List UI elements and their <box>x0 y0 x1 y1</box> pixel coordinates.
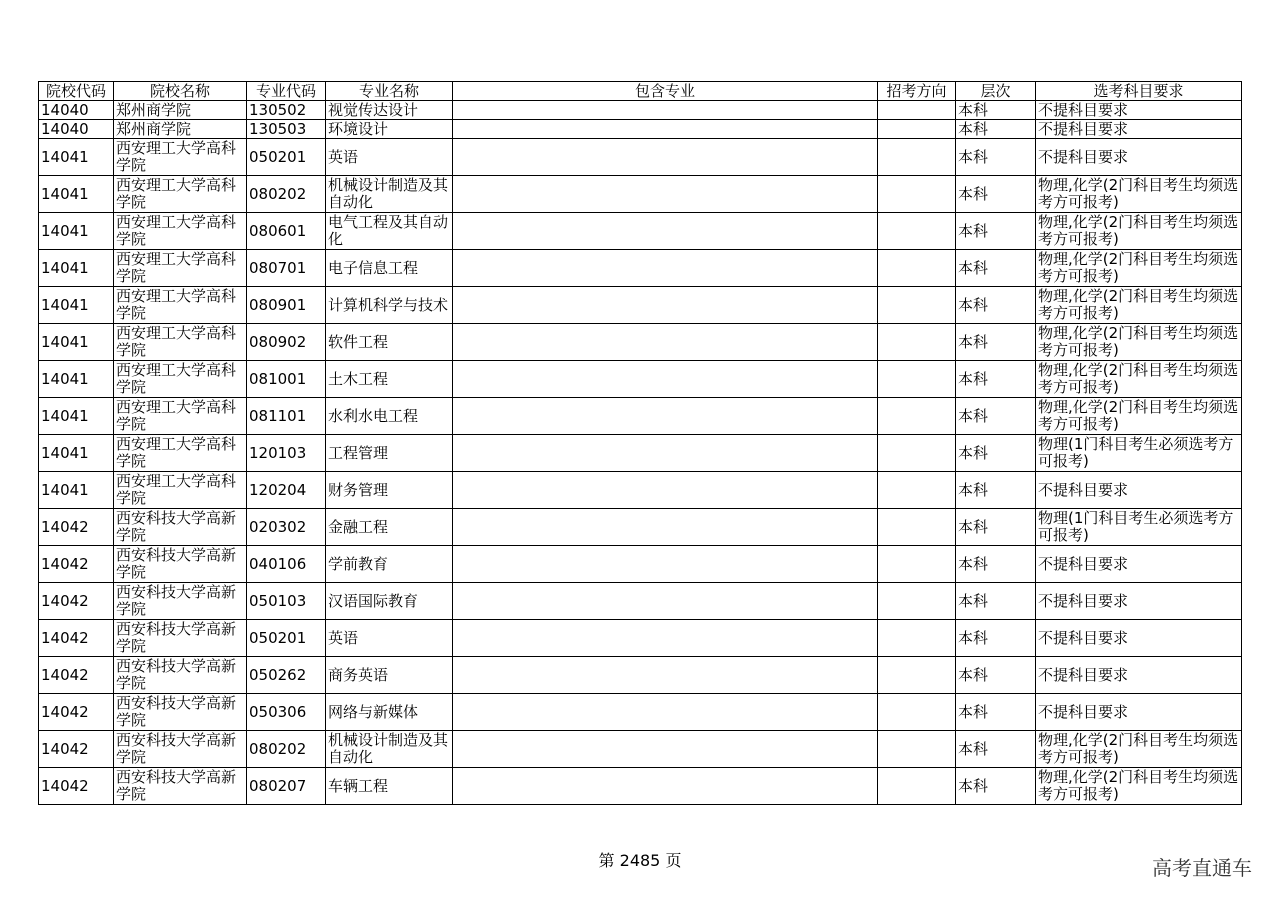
cell-school-name: 西安理工大学高科学院 <box>114 176 247 213</box>
page-number: 第 2485 页 <box>598 851 682 870</box>
table-row <box>39 731 1242 768</box>
header-level: 层次 <box>956 82 1036 101</box>
cell-direction <box>878 657 956 694</box>
cell-included-majors <box>453 694 878 731</box>
cell-subject-requirement: 物理,化学(2门科目考生均须选考方可报考) <box>1036 731 1242 768</box>
cell-major-code: 080901 <box>247 287 326 324</box>
cell-included-majors <box>453 472 878 509</box>
cell-school-code: 14041 <box>39 176 114 213</box>
table-row <box>39 435 1242 472</box>
cell-level: 本科 <box>956 657 1036 694</box>
cell-level: 本科 <box>956 139 1036 176</box>
cell-included-majors <box>453 768 878 805</box>
cell-school-code: 14042 <box>39 546 114 583</box>
cell-school-name: 西安理工大学高科学院 <box>114 435 247 472</box>
cell-school-code: 14042 <box>39 620 114 657</box>
cell-subject-requirement: 物理,化学(2门科目考生均须选考方可报考) <box>1036 324 1242 361</box>
cell-school-name: 郑州商学院 <box>114 120 247 139</box>
cell-school-code: 14041 <box>39 139 114 176</box>
cell-direction <box>878 101 956 120</box>
table-row <box>39 250 1242 287</box>
cell-major-name: 视觉传达设计 <box>326 101 453 120</box>
cell-subject-requirement: 物理,化学(2门科目考生均须选考方可报考) <box>1036 287 1242 324</box>
cell-subject-requirement: 不提科目要求 <box>1036 694 1242 731</box>
cell-direction <box>878 398 956 435</box>
cell-subject-requirement: 物理(1门科目考生必须选考方可报考) <box>1036 509 1242 546</box>
brand-watermark: 高考直通车 <box>1152 856 1252 880</box>
cell-major-name: 机械设计制造及其自动化 <box>326 176 453 213</box>
cell-included-majors <box>453 120 878 139</box>
cell-level: 本科 <box>956 287 1036 324</box>
cell-included-majors <box>453 620 878 657</box>
cell-school-code: 14041 <box>39 250 114 287</box>
table-row <box>39 768 1242 805</box>
cell-direction <box>878 694 956 731</box>
cell-direction <box>878 139 956 176</box>
cell-major-code: 081001 <box>247 361 326 398</box>
cell-level: 本科 <box>956 731 1036 768</box>
cell-major-name: 财务管理 <box>326 472 453 509</box>
cell-school-name: 郑州商学院 <box>114 101 247 120</box>
cell-level: 本科 <box>956 250 1036 287</box>
cell-included-majors <box>453 731 878 768</box>
cell-major-code: 120204 <box>247 472 326 509</box>
cell-major-code: 050306 <box>247 694 326 731</box>
cell-school-code: 14042 <box>39 509 114 546</box>
cell-major-name: 电子信息工程 <box>326 250 453 287</box>
cell-included-majors <box>453 546 878 583</box>
cell-school-name: 西安理工大学高科学院 <box>114 361 247 398</box>
cell-subject-requirement: 不提科目要求 <box>1036 620 1242 657</box>
cell-school-name: 西安理工大学高科学院 <box>114 287 247 324</box>
table-row <box>39 509 1242 546</box>
cell-included-majors <box>453 250 878 287</box>
cell-subject-requirement: 不提科目要求 <box>1036 120 1242 139</box>
cell-included-majors <box>453 398 878 435</box>
table-row <box>39 287 1242 324</box>
cell-school-code: 14041 <box>39 398 114 435</box>
cell-level: 本科 <box>956 546 1036 583</box>
cell-school-name: 西安科技大学高新学院 <box>114 546 247 583</box>
cell-school-code: 14042 <box>39 657 114 694</box>
cell-major-code: 050262 <box>247 657 326 694</box>
cell-major-code: 080902 <box>247 324 326 361</box>
cell-included-majors <box>453 583 878 620</box>
cell-included-majors <box>453 657 878 694</box>
cell-school-name: 西安理工大学高科学院 <box>114 139 247 176</box>
cell-major-name: 机械设计制造及其自动化 <box>326 731 453 768</box>
cell-school-name: 西安理工大学高科学院 <box>114 324 247 361</box>
header-major-name: 专业名称 <box>326 82 453 101</box>
cell-major-code: 130502 <box>247 101 326 120</box>
cell-major-name: 汉语国际教育 <box>326 583 453 620</box>
cell-major-code: 120103 <box>247 435 326 472</box>
cell-level: 本科 <box>956 213 1036 250</box>
cell-school-name: 西安理工大学高科学院 <box>114 472 247 509</box>
table-row <box>39 694 1242 731</box>
cell-major-name: 商务英语 <box>326 657 453 694</box>
table-row <box>39 620 1242 657</box>
table-row <box>39 139 1242 176</box>
cell-major-code: 080207 <box>247 768 326 805</box>
cell-subject-requirement: 物理,化学(2门科目考生均须选考方可报考) <box>1036 250 1242 287</box>
cell-school-code: 14041 <box>39 324 114 361</box>
cell-school-name: 西安科技大学高新学院 <box>114 657 247 694</box>
cell-subject-requirement: 物理,化学(2门科目考生均须选考方可报考) <box>1036 361 1242 398</box>
cell-direction <box>878 731 956 768</box>
cell-school-code: 14042 <box>39 768 114 805</box>
cell-school-name: 西安科技大学高新学院 <box>114 583 247 620</box>
cell-included-majors <box>453 287 878 324</box>
cell-major-name: 软件工程 <box>326 324 453 361</box>
cell-direction <box>878 620 956 657</box>
table-row <box>39 120 1242 139</box>
cell-level: 本科 <box>956 398 1036 435</box>
table-row <box>39 176 1242 213</box>
cell-school-name: 西安科技大学高新学院 <box>114 768 247 805</box>
table-row <box>39 361 1242 398</box>
cell-school-name: 西安科技大学高新学院 <box>114 509 247 546</box>
header-major-code: 专业代码 <box>247 82 326 101</box>
cell-subject-requirement: 物理,化学(2门科目考生均须选考方可报考) <box>1036 768 1242 805</box>
cell-subject-requirement: 物理,化学(2门科目考生均须选考方可报考) <box>1036 176 1242 213</box>
cell-direction <box>878 472 956 509</box>
cell-major-name: 水利水电工程 <box>326 398 453 435</box>
cell-school-code: 14041 <box>39 213 114 250</box>
header-subject-requirement: 选考科目要求 <box>1036 82 1242 101</box>
cell-major-name: 英语 <box>326 139 453 176</box>
cell-direction <box>878 176 956 213</box>
cell-direction <box>878 250 956 287</box>
table-row <box>39 398 1242 435</box>
cell-included-majors <box>453 361 878 398</box>
cell-level: 本科 <box>956 509 1036 546</box>
cell-level: 本科 <box>956 472 1036 509</box>
cell-school-code: 14042 <box>39 731 114 768</box>
header-included-majors: 包含专业 <box>453 82 878 101</box>
cell-school-name: 西安科技大学高新学院 <box>114 694 247 731</box>
cell-major-name: 电气工程及其自动化 <box>326 213 453 250</box>
header-school-code: 院校代码 <box>39 82 114 101</box>
cell-direction <box>878 546 956 583</box>
cell-major-name: 学前教育 <box>326 546 453 583</box>
table-row <box>39 213 1242 250</box>
cell-school-name: 西安理工大学高科学院 <box>114 250 247 287</box>
cell-school-code: 14041 <box>39 435 114 472</box>
header-direction: 招考方向 <box>878 82 956 101</box>
cell-major-code: 040106 <box>247 546 326 583</box>
cell-direction <box>878 361 956 398</box>
cell-school-code: 14040 <box>39 101 114 120</box>
cell-direction <box>878 509 956 546</box>
table-row <box>39 472 1242 509</box>
cell-major-code: 050201 <box>247 139 326 176</box>
cell-major-name: 工程管理 <box>326 435 453 472</box>
cell-direction <box>878 583 956 620</box>
table-row <box>39 101 1242 120</box>
cell-major-name: 金融工程 <box>326 509 453 546</box>
cell-direction <box>878 120 956 139</box>
cell-school-name: 西安科技大学高新学院 <box>114 620 247 657</box>
header-school-name: 院校名称 <box>114 82 247 101</box>
cell-school-name: 西安科技大学高新学院 <box>114 731 247 768</box>
cell-included-majors <box>453 213 878 250</box>
table-row <box>39 657 1242 694</box>
cell-major-name: 土木工程 <box>326 361 453 398</box>
cell-included-majors <box>453 139 878 176</box>
cell-subject-requirement: 物理,化学(2门科目考生均须选考方可报考) <box>1036 213 1242 250</box>
cell-school-code: 14042 <box>39 694 114 731</box>
cell-major-code: 080202 <box>247 176 326 213</box>
cell-subject-requirement: 不提科目要求 <box>1036 583 1242 620</box>
cell-included-majors <box>453 101 878 120</box>
cell-included-majors <box>453 176 878 213</box>
cell-direction <box>878 287 956 324</box>
cell-subject-requirement: 不提科目要求 <box>1036 101 1242 120</box>
table-row <box>39 546 1242 583</box>
cell-major-code: 050201 <box>247 620 326 657</box>
cell-major-name: 英语 <box>326 620 453 657</box>
cell-direction <box>878 768 956 805</box>
cell-major-code: 080601 <box>247 213 326 250</box>
cell-subject-requirement: 不提科目要求 <box>1036 472 1242 509</box>
cell-school-code: 14041 <box>39 361 114 398</box>
cell-school-code: 14042 <box>39 583 114 620</box>
table-row <box>39 583 1242 620</box>
cell-level: 本科 <box>956 768 1036 805</box>
cell-school-code: 14041 <box>39 472 114 509</box>
cell-level: 本科 <box>956 361 1036 398</box>
cell-level: 本科 <box>956 694 1036 731</box>
cell-direction <box>878 435 956 472</box>
cell-level: 本科 <box>956 176 1036 213</box>
cell-direction <box>878 213 956 250</box>
cell-major-code: 081101 <box>247 398 326 435</box>
cell-subject-requirement: 不提科目要求 <box>1036 657 1242 694</box>
cell-included-majors <box>453 435 878 472</box>
cell-level: 本科 <box>956 324 1036 361</box>
cell-subject-requirement: 不提科目要求 <box>1036 546 1242 583</box>
cell-level: 本科 <box>956 583 1036 620</box>
cell-major-code: 080202 <box>247 731 326 768</box>
cell-level: 本科 <box>956 435 1036 472</box>
cell-major-name: 网络与新媒体 <box>326 694 453 731</box>
cell-school-code: 14040 <box>39 120 114 139</box>
cell-major-code: 130503 <box>247 120 326 139</box>
cell-included-majors <box>453 324 878 361</box>
cell-subject-requirement: 物理(1门科目考生必须选考方可报考) <box>1036 435 1242 472</box>
cell-major-code: 050103 <box>247 583 326 620</box>
page-footer <box>0 848 1280 871</box>
cell-level: 本科 <box>956 620 1036 657</box>
cell-major-code: 020302 <box>247 509 326 546</box>
header-row <box>39 82 1242 101</box>
cell-major-name: 环境设计 <box>326 120 453 139</box>
cell-major-code: 080701 <box>247 250 326 287</box>
cell-subject-requirement: 不提科目要求 <box>1036 139 1242 176</box>
cell-major-name: 计算机科学与技术 <box>326 287 453 324</box>
table-row <box>39 324 1242 361</box>
cell-direction <box>878 324 956 361</box>
cell-included-majors <box>453 509 878 546</box>
admission-table <box>38 81 1242 805</box>
cell-school-name: 西安理工大学高科学院 <box>114 213 247 250</box>
cell-school-name: 西安理工大学高科学院 <box>114 398 247 435</box>
cell-subject-requirement: 物理,化学(2门科目考生均须选考方可报考) <box>1036 398 1242 435</box>
cell-school-code: 14041 <box>39 287 114 324</box>
cell-level: 本科 <box>956 101 1036 120</box>
cell-major-name: 车辆工程 <box>326 768 453 805</box>
cell-level: 本科 <box>956 120 1036 139</box>
